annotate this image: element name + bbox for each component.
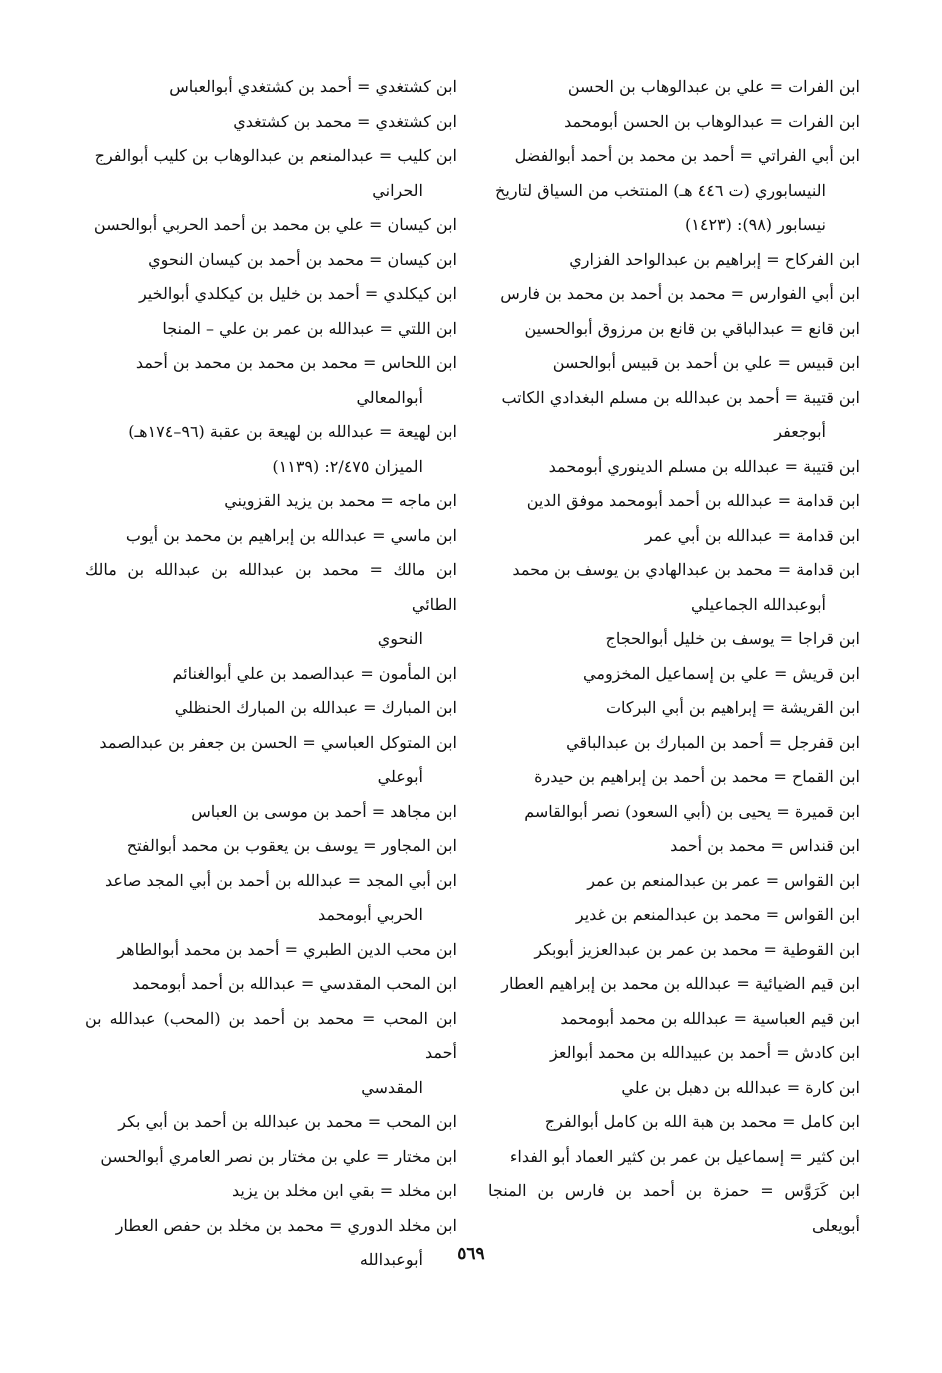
- entry-line: ابن أبي المجد = عبدالله بن أحمد بن أبي المجد صاعد: [104, 870, 457, 890]
- entry-line: ابن القواس = محمد بن عبدالمنعم بن غدير: [575, 905, 860, 924]
- entry-line: ابن قيم الضيائية = عبدالله بن محمد بن إبراهيم العطار: [501, 974, 860, 993]
- index-entry: [488, 381, 860, 450]
- entry-line: ابن المحب المقدسي = عبدالله بن أحمد أبومحمد: [132, 974, 457, 993]
- index-entry: [85, 70, 457, 105]
- entry-line: ابن كثير = إسماعيل بن عمر بن كثير العماد أبو الفداء: [509, 1146, 860, 1166]
- index-entry: [488, 1140, 860, 1175]
- entry-line: ابن لهيعة = عبدالله بن لهيعة بن عقبة (٩٦–١٧٤هـ): [128, 422, 457, 441]
- entry-line: ابن المجاور = يوسف بن يعقوب بن محمد أبوالفتح: [126, 836, 457, 855]
- index-entry: [488, 967, 860, 1002]
- index-entry: [85, 105, 457, 140]
- index-entry: [488, 346, 860, 381]
- entry-line: ابن الفرات = عبدالوهاب بن الحسن أبومحمد: [564, 111, 860, 131]
- entry-line: ابن اللتي = عبدالله بن عمر بن علي – المنجا: [162, 318, 457, 338]
- entry-line: ابن المتوكل العباسي = الحسن بن جعفر بن عبدالصمد: [99, 732, 457, 752]
- entry-line: ابن كَرَوَّس = حمزة بن أحمد بن فارس بن المنجا أبويعلى: [488, 1181, 860, 1235]
- entry-line: ابن قراجا = يوسف بن خليل أبوالحجاج: [605, 629, 860, 648]
- index-entry: [488, 657, 860, 692]
- entry-line: ابن قدامة = عبدالله بن أحمد أبومحمد موفق الدين: [526, 491, 860, 510]
- index-entry: [85, 346, 457, 415]
- entry-line: ابن قبيس = علي بن أحمد بن قبيس أبوالحسن: [552, 353, 860, 372]
- page-number: ٥٦٩: [457, 1244, 485, 1264]
- entry-line: ابن كادش = أحمد بن عبيدالله بن محمد أبوالعز: [550, 1043, 860, 1062]
- index-entry: [488, 277, 860, 312]
- index-entry: [488, 243, 860, 278]
- entry-continuation: النيسابوري (ت ٤٤٦ هـ) المنتخب من السياق لتاريخ: [495, 180, 826, 200]
- entry-continuation: أبوالمعالي: [356, 387, 423, 407]
- entry-line: ابن محب الدين الطبري = أحمد بن محمد أبوالطاهر: [117, 939, 457, 959]
- index-entry: [488, 450, 860, 485]
- entry-line: ابن قريش = علي بن إسماعيل المخزومي: [583, 663, 860, 683]
- entry-continuation: النحوي: [377, 629, 423, 648]
- entry-line: ابن الفرات = علي بن عبدالوهاب بن الحسن: [567, 77, 860, 96]
- entry-line: ابن أبي الفوارس = محمد بن أحمد بن محمد بن فارس: [500, 284, 860, 303]
- entry-continuation: أبوجعفر: [774, 422, 826, 441]
- index-entry: [488, 139, 860, 243]
- entry-line: ابن كارة = عبدالله بن دهبل بن علي: [621, 1077, 860, 1097]
- index-entry: [85, 208, 457, 243]
- right-column: [488, 70, 860, 1243]
- index-entry: [488, 553, 860, 622]
- index-entry: [488, 312, 860, 347]
- index-entry: [488, 70, 860, 105]
- entry-line: ابن المحب = محمد بن أحمد بن (المحب) عبدالله بن أحمد: [85, 1008, 457, 1062]
- entry-continuation: أبوعبدالله: [359, 1250, 423, 1269]
- index-entry: [85, 519, 457, 554]
- entry-line: ابن قنداس = محمد بن أحمد: [670, 836, 860, 855]
- index-entry: [85, 1209, 457, 1278]
- index-entry: [85, 415, 457, 484]
- entry-line: ابن كليب = عبدالمنعم بن عبدالوهاب بن كليب أبوالفرج: [94, 146, 457, 165]
- entry-line: ابن كيسان = علي بن محمد بن أحمد الحربي أبوالحسن: [93, 215, 457, 234]
- index-entry: [85, 553, 457, 657]
- index-entry: [85, 691, 457, 726]
- entry-continuation: نيسابور (٩٨): (١٤٢٣): [685, 215, 826, 234]
- entry-line: ابن الفركاح = إبراهيم بن عبدالواحد الفزاري: [569, 249, 860, 269]
- entry-line: ابن المحب = محمد بن عبدالله بن أحمد بن أبي بكر: [118, 1112, 457, 1131]
- entry-line: ابن قانع = عبدالباقي بن قانع بن مرزوق أبوالحسين: [524, 318, 860, 338]
- entry-line: ابن القريشة = إبراهيم بن أبي البركات: [605, 698, 860, 717]
- entry-line: ابن قيم العباسية = عبدالله بن محمد أبومحمد: [560, 1008, 860, 1028]
- index-entry: [488, 898, 860, 933]
- entry-continuation: المقدسي: [361, 1077, 423, 1097]
- index-entry: [85, 243, 457, 278]
- entry-continuation: الحراني: [372, 180, 423, 200]
- entry-line: ابن كيكلدي = أحمد بن خليل بن كيكلدي أبوالخير: [138, 284, 457, 303]
- index-entry: [488, 864, 860, 899]
- entry-line: ابن قميرة = يحيى بن (أبي السعود) نصر أبوالقاسم: [524, 801, 860, 821]
- index-entry: [488, 933, 860, 968]
- index-entry: [85, 726, 457, 795]
- entry-line: ابن مالك = محمد بن عبدالله بن عبدالله بن مالك الطائي: [85, 560, 457, 614]
- index-entry: [488, 795, 860, 830]
- index-entry: [85, 484, 457, 519]
- entry-line: ابن مخلد الدوري = محمد بن مخلد بن حفص العطار: [115, 1215, 457, 1235]
- entry-line: ابن اللحاس = محمد بن محمد بن محمد بن أحمد: [135, 353, 457, 372]
- entry-line: ابن قتيبة = عبدالله بن مسلم الدينوري أبومحمد: [548, 456, 860, 476]
- entry-line: ابن المبارك = عبدالله بن المبارك الحنظلي: [174, 698, 457, 717]
- entry-line: ابن قدامة = عبدالله بن أبي عمر: [644, 525, 860, 545]
- index-entry: [488, 519, 860, 554]
- index-entry: [488, 1071, 860, 1106]
- index-entry: [85, 1105, 457, 1140]
- entry-line: ابن مختار = علي بن مختار بن نصر العامري أبوالحسن: [100, 1146, 457, 1166]
- index-entry: [488, 484, 860, 519]
- entry-continuation: الميزان ٢/٤٧٥: (١١٣٩): [272, 456, 423, 476]
- index-entry: [488, 1036, 860, 1071]
- entry-line: ابن كامل = محمد بن هبة الله بن كامل أبوالفرج: [544, 1112, 860, 1131]
- index-entry: [488, 1002, 860, 1037]
- index-entry: [85, 933, 457, 968]
- left-column: [85, 70, 457, 1278]
- index-entry: [85, 657, 457, 692]
- entry-line: ابن المأمون = عبدالصمد بن علي أبوالغنائم: [172, 663, 457, 683]
- entry-line: ابن قتيبة = أحمد بن عبدالله بن مسلم البغدادي الكاتب: [501, 387, 860, 407]
- entry-line: ابن القواس = عمر بن عبدالمنعم بن عمر: [587, 870, 860, 890]
- entry-line: ابن القماح = محمد بن أحمد بن إبراهيم بن حيدرة: [534, 767, 860, 786]
- entry-line: ابن ماجه = محمد بن يزيد القزويني: [224, 491, 457, 510]
- entry-line: ابن مخلد = بقي ابن مخلد بن يزيد: [232, 1181, 457, 1200]
- index-entry: [85, 795, 457, 830]
- index-entry: [85, 829, 457, 864]
- index-entry: [85, 1002, 457, 1106]
- index-entry: [488, 1105, 860, 1140]
- entry-line: ابن كشتغدي = أحمد بن كشتغدي أبوالعباس: [169, 77, 457, 96]
- index-entry: [488, 691, 860, 726]
- entry-line: ابن أبي الفراتي = أحمد بن محمد بن أحمد أبوالفضل: [514, 146, 860, 165]
- index-entry: [488, 726, 860, 761]
- index-entry: [85, 277, 457, 312]
- entry-line: ابن مجاهد = أحمد بن موسى بن العباس: [191, 801, 457, 821]
- index-entry: [85, 1174, 457, 1209]
- index-entry: [488, 622, 860, 657]
- entry-continuation: أبوعلي: [377, 767, 423, 786]
- entry-line: ابن كشتغدي = محمد بن كشتغدي: [233, 111, 457, 131]
- entry-line: ابن قفرجل = أحمد بن المبارك بن عبدالباقي: [566, 732, 860, 752]
- entry-line: ابن كيسان = محمد بن أحمد بن كيسان النحوي: [148, 249, 457, 269]
- index-entry: [488, 1174, 860, 1243]
- index-entry: [85, 139, 457, 208]
- index-entry: [488, 829, 860, 864]
- index-entry: [85, 967, 457, 1002]
- entry-line: ابن القوطية = محمد بن عمر بن عبدالعزيز أبوبكر: [534, 939, 860, 959]
- entry-continuation: الحربي أبومحمد: [317, 905, 423, 924]
- entry-line: ابن ماسي = عبدالله بن إبراهيم بن محمد بن أيوب: [125, 525, 457, 545]
- index-entry: [488, 105, 860, 140]
- index-entry: [488, 760, 860, 795]
- entry-continuation: أبوعبدالله الجماعيلي: [691, 594, 826, 614]
- index-entry: [85, 864, 457, 933]
- index-entry: [85, 1140, 457, 1175]
- entry-line: ابن قدامة = محمد بن عبدالهادي بن يوسف بن محمد: [512, 560, 860, 579]
- index-entry: [85, 312, 457, 347]
